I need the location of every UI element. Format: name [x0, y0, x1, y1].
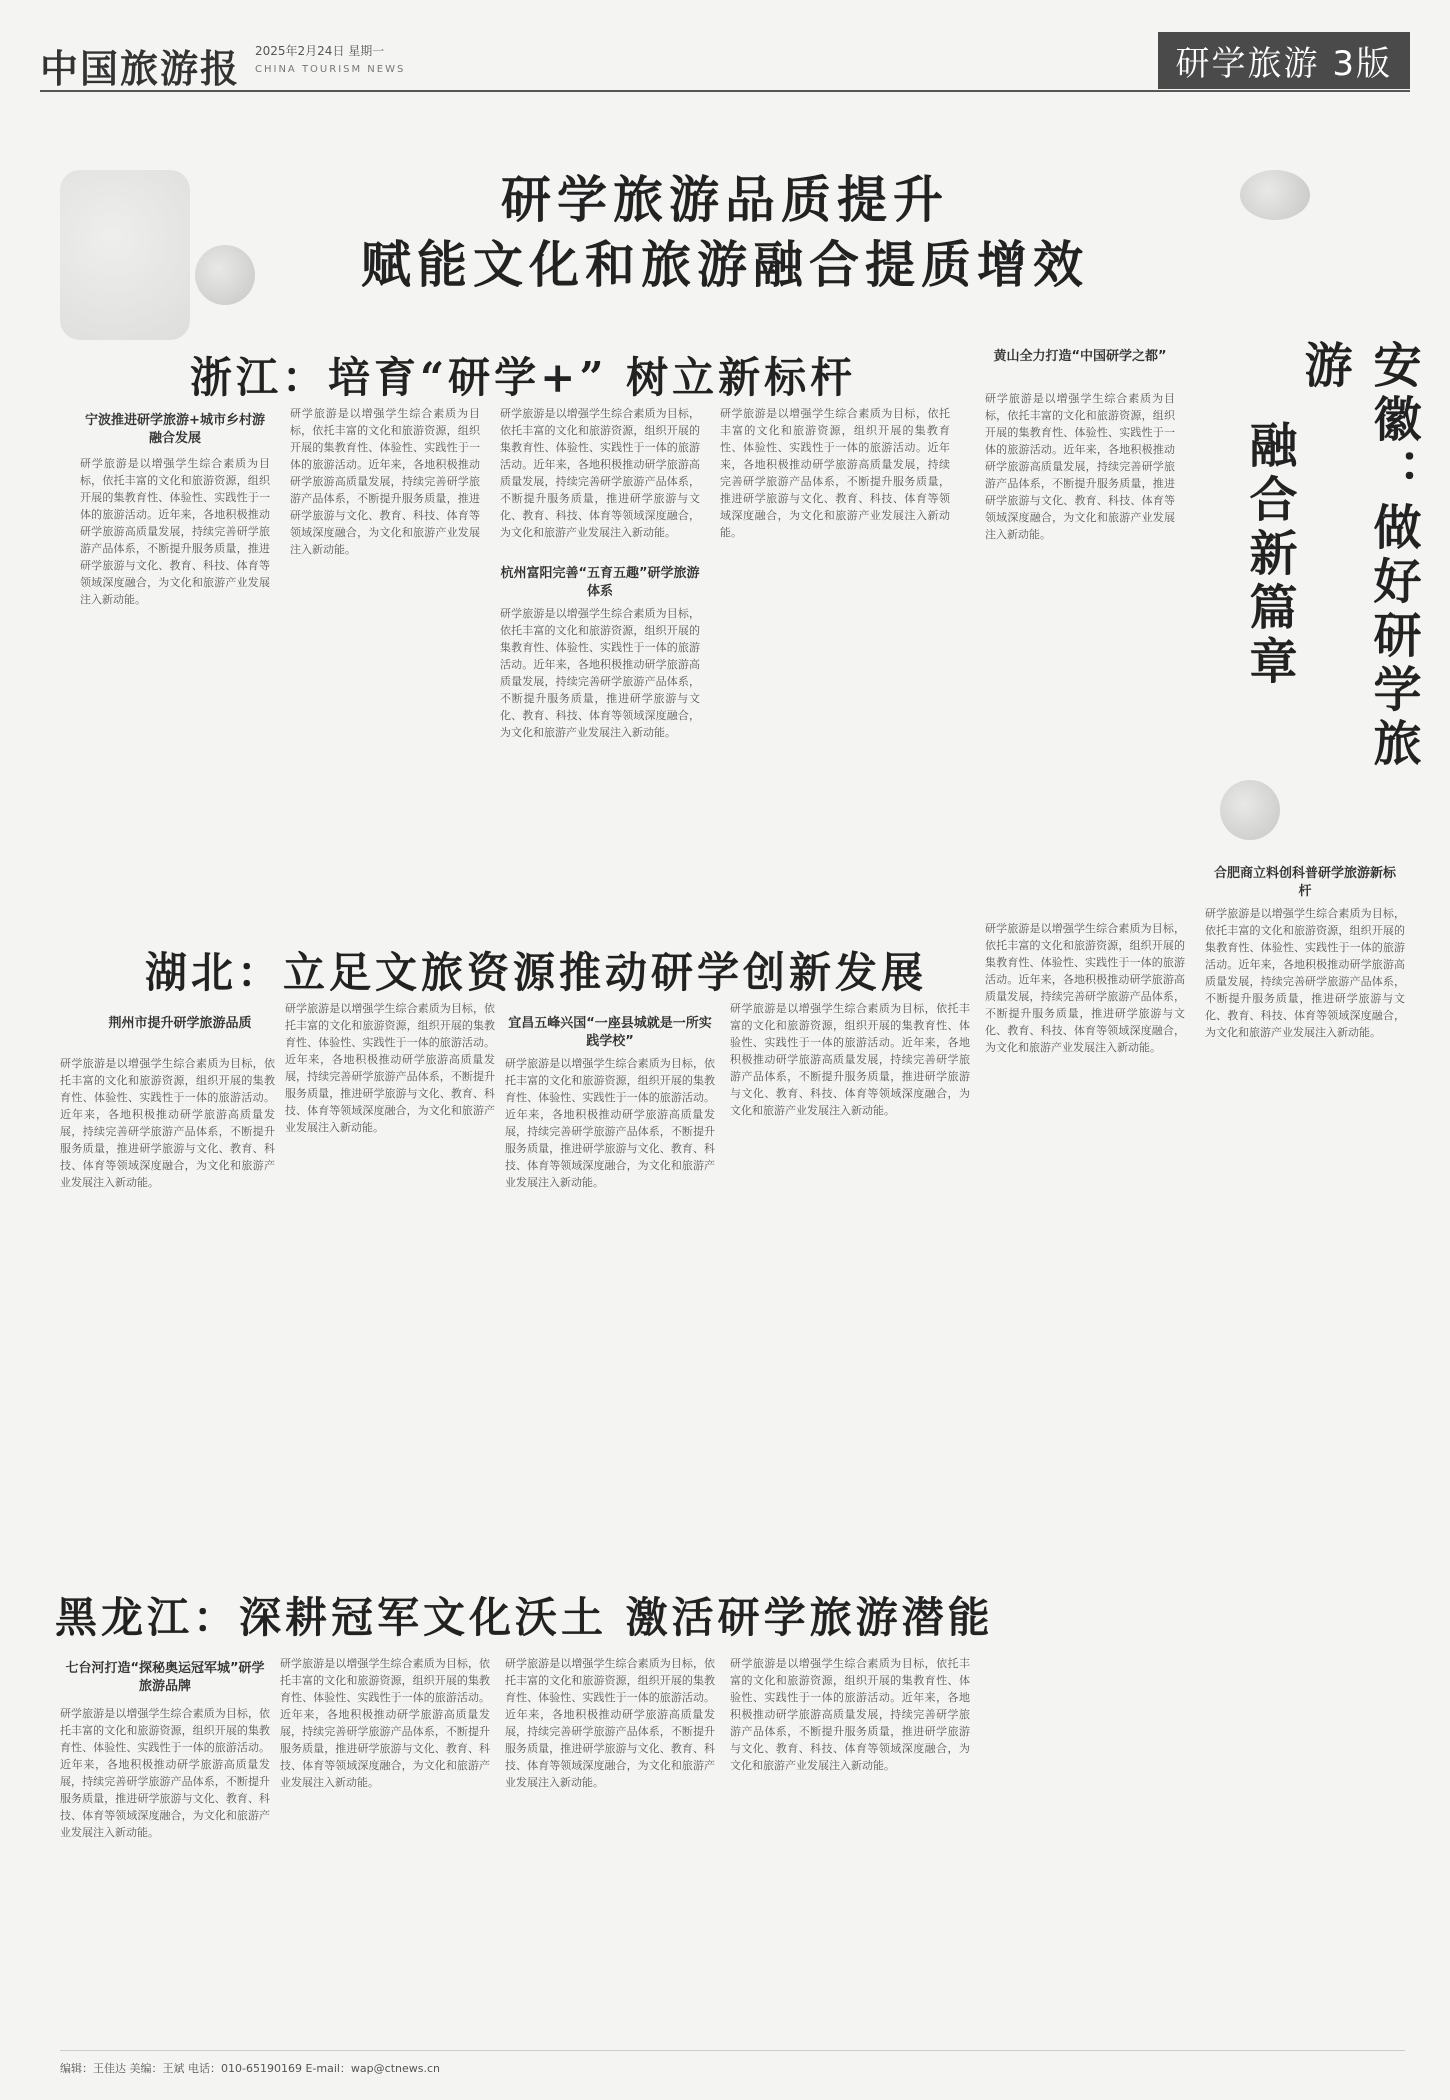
article-column: 研学旅游是以增强学生综合素质为目标，依托丰富的文化和旅游资源，组织开展的集教育性、体验性、实践性于一体的旅游活动。近年来，各地积极推动研学旅游高质量发展，持续完善研学旅游产品体系，不断提升服务质量，推进研学旅游与文化、教育、科技、体育等领域深度融合，为文化和旅游产业发展注入新动能。	[60, 1057, 275, 1189]
subtitle-huangshan: 黄山全力打造“中国研学之都”	[993, 349, 1167, 364]
subtitle-fuyang: 杭州富阳完善“五育五趣”研学旅游体系	[500, 566, 700, 599]
footer-divider	[60, 2050, 1405, 2051]
article-column: 研学旅游是以增强学生综合素质为目标，依托丰富的文化和旅游资源，组织开展的集教育性、体验性、实践性于一体的旅游活动。近年来，各地积极推动研学旅游高质量发展，持续完善研学旅游产品体系，不断提升服务质量，推进研学旅游与文化、教育、科技、体育等领域深度融合，为文化和旅游产业发展注入新动能。	[505, 1657, 715, 1789]
article-column: 研学旅游是以增强学生综合素质为目标，依托丰富的文化和旅游资源，组织开展的集教育性、体验性、实践性于一体的旅游活动。近年来，各地积极推动研学旅游高质量发展，持续完善研学旅游产品体系，不断提升服务质量，推进研学旅游与文化、教育、科技、体育等领域深度融合，为文化和旅游产业发展注入新动能。	[730, 1657, 970, 1772]
subtitle-wufeng: 宜昌五峰兴国“一座县城就是一所实践学校”	[508, 1016, 712, 1049]
article-column: 研学旅游是以增强学生综合素质为目标，依托丰富的文化和旅游资源，组织开展的集教育性、体验性、实践性于一体的旅游活动。近年来，各地积极推动研学旅游高质量发展，持续完善研学旅游产品体系，不断提升服务质量，推进研学旅游与文化、教育、科技、体育等领域深度融合，为文化和旅游产业发展注入新动能。	[1205, 907, 1405, 1039]
article-column: 研学旅游是以增强学生综合素质为目标，依托丰富的文化和旅游资源，组织开展的集教育性、体验性、实践性于一体的旅游活动。近年来，各地积极推动研学旅游高质量发展，持续完善研学旅游产品体系，不断提升服务质量，推进研学旅游与文化、教育、科技、体育等领域深度融合，为文化和旅游产业发展注入新动能。	[505, 1057, 715, 1189]
headline-line1: 研学旅游品质提升	[501, 170, 949, 229]
article-column: 研学旅游是以增强学生综合素质为目标，依托丰富的文化和旅游资源，组织开展的集教育性、体验性、实践性于一体的旅游活动。近年来，各地积极推动研学旅游高质量发展，持续完善研学旅游产品体系，不断提升服务质量，推进研学旅游与文化、教育、科技、体育等领域深度融合，为文化和旅游产业发展注入新动能。	[720, 407, 950, 539]
article-column: 研学旅游是以增强学生综合素质为目标，依托丰富的文化和旅游资源，组织开展的集教育性、体验性、实践性于一体的旅游活动。近年来，各地积极推动研学旅游高质量发展，持续完善研学旅游产品体系，不断提升服务质量，推进研学旅游与文化、教育、科技、体育等领域深度融合，为文化和旅游产业发展注入新动能。	[80, 457, 270, 606]
issue-date: 2025年2月24日 星期一	[255, 44, 385, 58]
article-column: 研学旅游是以增强学生综合素质为目标，依托丰富的文化和旅游资源，组织开展的集教育性、体验性、实践性于一体的旅游活动。近年来，各地积极推动研学旅游高质量发展，持续完善研学旅游产品体系，不断提升服务质量，推进研学旅游与文化、教育、科技、体育等领域深度融合，为文化和旅游产业发展注入新动能。	[985, 392, 1175, 541]
headline-line2: 赋能文化和旅游融合提质增效	[361, 235, 1089, 294]
subtitle-qitaihe: 七台河打造“探秘奥运冠军城”研学旅游品牌	[65, 1661, 265, 1694]
article-column: 研学旅游是以增强学生综合素质为目标，依托丰富的文化和旅游资源，组织开展的集教育性、体验性、实践性于一体的旅游活动。近年来，各地积极推动研学旅游高质量发展，持续完善研学旅游产品体系，不断提升服务质量，推进研学旅游与文化、教育、科技、体育等领域深度融合，为文化和旅游产业发展注入新动能。	[985, 922, 1185, 1054]
newspaper-logo: 中国旅游报	[40, 46, 241, 91]
article-column: 研学旅游是以增强学生综合素质为目标，依托丰富的文化和旅游资源，组织开展的集教育性、体验性、实践性于一体的旅游活动。近年来，各地积极推动研学旅游高质量发展，持续完善研学旅游产品体系，不断提升服务质量，推进研学旅游与文化、教育、科技、体育等领域深度融合，为文化和旅游产业发展注入新动能。	[285, 1002, 495, 1134]
section-anhui-title: 安徽：做好研学旅游	[1296, 340, 1421, 772]
section-anhui-subtitle: 融合新篇章	[1241, 420, 1297, 690]
article-column: 研学旅游是以增强学生综合素质为目标，依托丰富的文化和旅游资源，组织开展的集教育性、体验性、实践性于一体的旅游活动。近年来，各地积极推动研学旅游高质量发展，持续完善研学旅游产品体系，不断提升服务质量，推进研学旅游与文化、教育、科技、体育等领域深度融合，为文化和旅游产业发展注入新动能。	[60, 1707, 270, 1839]
section-zhejiang-title: 浙江：培育“研学+” 树立新标杆	[190, 353, 857, 402]
article-column: 研学旅游是以增强学生综合素质为目标，依托丰富的文化和旅游资源，组织开展的集教育性、体验性、实践性于一体的旅游活动。近年来，各地积极推动研学旅游高质量发展，持续完善研学旅游产品体系，不断提升服务质量，推进研学旅游与文化、教育、科技、体育等领域深度融合，为文化和旅游产业发展注入新动能。	[500, 607, 700, 739]
article-column: 研学旅游是以增强学生综合素质为目标，依托丰富的文化和旅游资源，组织开展的集教育性、体验性、实践性于一体的旅游活动。近年来，各地积极推动研学旅游高质量发展，持续完善研学旅游产品体系，不断提升服务质量，推进研学旅游与文化、教育、科技、体育等领域深度融合，为文化和旅游产业发展注入新动能。	[290, 407, 480, 556]
article-column: 研学旅游是以增强学生综合素质为目标，依托丰富的文化和旅游资源，组织开展的集教育性、体验性、实践性于一体的旅游活动。近年来，各地积极推动研学旅游高质量发展，持续完善研学旅游产品体系，不断提升服务质量，推进研学旅游与文化、教育、科技、体育等领域深度融合，为文化和旅游产业发展注入新动能。	[730, 1002, 970, 1117]
decorative-circle	[1220, 780, 1280, 840]
article-column: 研学旅游是以增强学生综合素质为目标，依托丰富的文化和旅游资源，组织开展的集教育性、体验性、实践性于一体的旅游活动。近年来，各地积极推动研学旅游高质量发展，持续完善研学旅游产品体系，不断提升服务质量，推进研学旅游与文化、教育、科技、体育等领域深度融合，为文化和旅游产业发展注入新动能。	[500, 407, 700, 539]
section-heilongjiang-title: 黑龙江：深耕冠军文化沃土 激活研学旅游潜能	[55, 1593, 994, 1642]
masthead	[40, 30, 1410, 92]
english-name: CHINA TOURISM NEWS	[255, 64, 406, 75]
subtitle-hefei: 合肥商立料创科普研学旅游新标杆	[1213, 866, 1396, 899]
section-tag: 研学旅游 3版	[1158, 32, 1410, 89]
subtitle-ningbo: 宁波推进研学旅游+城市乡村游融合发展	[85, 413, 265, 446]
footer-info: 编辑：王佳达 美编：王斌 电话：010-65190169 E-mail：wap@ctnews.cn	[60, 2062, 440, 2075]
section-hubei-title: 湖北：立足文旅资源推动研学创新发展	[145, 948, 928, 997]
article-column: 研学旅游是以增强学生综合素质为目标，依托丰富的文化和旅游资源，组织开展的集教育性、体验性、实践性于一体的旅游活动。近年来，各地积极推动研学旅游高质量发展，持续完善研学旅游产品体系，不断提升服务质量，推进研学旅游与文化、教育、科技、体育等领域深度融合，为文化和旅游产业发展注入新动能。	[280, 1657, 490, 1789]
subtitle-jingzhou: 荆州市提升研学旅游品质	[108, 1016, 252, 1031]
